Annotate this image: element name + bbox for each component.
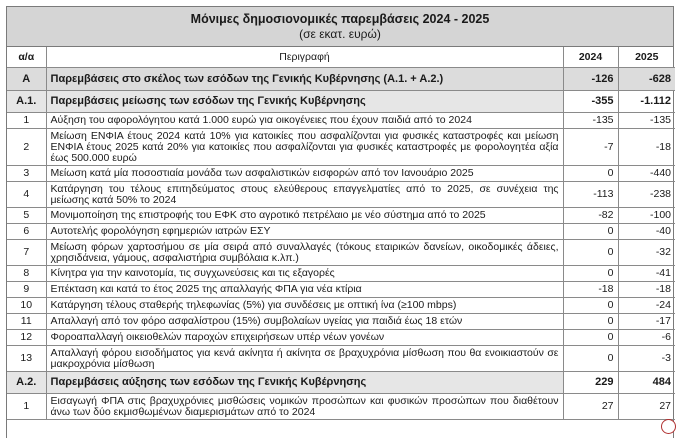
row-desc: Φοροαπαλλαγή οικειοθελών παροχών επιχειρήσεων υπέρ νέων γονέων [46,330,563,346]
row-desc: Επέκταση και κατά το έτος 2025 της απαλλαγής ΦΠΑ για νέα κτίρια [46,282,563,298]
row-num: 1 [7,394,46,420]
row-num: 11 [7,314,46,330]
row-desc: Κίνητρα για την καινοτομία, τις συγχωνεύσεις και τις εξαγορές [46,266,563,282]
row-num: 6 [7,224,46,240]
measures-table [7,47,675,420]
row-desc: Μείωση ΕΝΦΙΑ έτους 2024 κατά 10% για κατοικίες που ασφαλίζονται για φυσικές καταστροφές και μείωση ΕΝΦΙΑ έτους 2025 κατά 20% για κατοικίες που ασφαλίζονται για φυσικές καταστροφές με φορολογητέα αξία έως 500.000 ευρώ [46,129,563,166]
row-desc: Παρεμβάσεις στο σκέλος των εσόδων της Γενικής Κυβέρνησης (Α.1. + Α.2.) [46,68,563,91]
header-row [7,47,675,68]
row-num: 3 [7,166,46,182]
row-desc: Μείωση φόρων χαρτοσήμου σε μία σειρά από συναλλαγές (τόκους εταιρικών δανείων, οικοδομικές άδειες, χρησιδάνεια, γάμους, ασφαλιστήρια συμβόλαια κ.λπ.) [46,240,563,266]
table-row-section-a2 [7,372,675,394]
header-num: α/α [7,47,46,68]
header-2024: 2024 [563,47,618,68]
row-desc: Μείωση κατά μία ποσοστιαία μονάδα των ασφαλιστικών εισφορών από τον Ιανουάριο 2025 [46,166,563,182]
row-value-2024: 0 [563,330,618,346]
row-num: 12 [7,330,46,346]
row-value-2024: 0 [563,314,618,330]
table-subtitle: (σε εκατ. ευρώ) [299,27,381,41]
row-value-2024: 0 [563,266,618,282]
table-row [7,208,675,224]
row-desc: Κατάργηση του τέλους επιτηδεύματος στους ελεύθερους επαγγελματίες από το 2025, σε συνέχεια της μείωσης κατά 50% το 2024 [46,182,563,208]
row-num: 4 [7,182,46,208]
row-value-2025: -18 [618,129,675,166]
header-desc: Περιγραφή [46,47,563,68]
row-num: Α.2. [7,372,46,394]
row-value-2024: 27 [563,394,618,420]
row-num: 2 [7,129,46,166]
row-desc: Εισαγωγή ΦΠΑ στις βραχυχρόνιες μισθώσεις νομικών προσώπων και φυσικών προσώπων που διαθέτουν άνω των δύο εκμισθωμένων διαμερισμάτων από το 2024 [46,394,563,420]
row-desc: Αύξηση του αφορολόγητου κατά 1.000 ευρώ για οικογένειες που έχουν παιδιά από το 2024 [46,113,563,129]
row-desc: Κατάργηση τέλους σταθερής τηλεφωνίας (5%) για συνδέσεις με οπτική ίνα (≥100 mbps) [46,298,563,314]
row-value-2025: -238 [618,182,675,208]
table-row [7,394,675,420]
table-title: Μόνιμες δημοσιονομικές παρεμβάσεις 2024 - 2025 [190,12,490,26]
row-num: 8 [7,266,46,282]
row-num: 5 [7,208,46,224]
row-desc: Παρεμβάσεις μείωσης των εσόδων της Γενικής Κυβέρνησης [46,91,563,113]
row-value-2025: 484 [618,372,675,394]
row-desc: Απαλλαγή από τον φόρο ασφαλίστρου (15%) συμβολαίων υγείας για παιδιά έως 18 ετών [46,314,563,330]
table-row [7,298,675,314]
table-row-section-a [7,68,675,91]
row-num: 7 [7,240,46,266]
row-value-2025: -40 [618,224,675,240]
table-row [7,224,675,240]
row-value-2024: -7 [563,129,618,166]
row-value-2025: -135 [618,113,675,129]
row-desc: Παρεμβάσεις αύξησης των εσόδων της Γενικής Κυβέρνησης [46,372,563,394]
table-frame [6,6,674,438]
table-row [7,240,675,266]
row-value-2024: 0 [563,298,618,314]
table-row [7,129,675,166]
row-value-2024: 0 [563,166,618,182]
row-num: 1 [7,113,46,129]
row-value-2025: -100 [618,208,675,224]
row-value-2024: 0 [563,224,618,240]
row-desc: Απαλλαγή φόρου εισοδήματος για κενά ακίνητα ή ακίνητα σε βραχυχρόνια μίσθωση που θα ενοικιαστούν σε μακροχρόνια μίσθωση [46,346,563,372]
row-value-2024: -126 [563,68,618,91]
table-row [7,282,675,298]
row-value-2025: -24 [618,298,675,314]
row-value-2025: -628 [618,68,675,91]
row-value-2024: -82 [563,208,618,224]
row-value-2024: -355 [563,91,618,113]
table-row [7,166,675,182]
row-value-2024: 0 [563,346,618,372]
row-num: 10 [7,298,46,314]
header-2025: 2025 [618,47,675,68]
table-row [7,266,675,282]
row-value-2025: 27 [618,394,675,420]
row-num: Α [7,68,46,91]
row-value-2024: -135 [563,113,618,129]
page-corner-icon [661,419,676,434]
row-value-2025: -41 [618,266,675,282]
row-value-2024: -18 [563,282,618,298]
row-value-2025: -18 [618,282,675,298]
table-row [7,113,675,129]
table-row [7,314,675,330]
row-value-2025: -32 [618,240,675,266]
row-desc: Αυτοτελής φορολόγηση εφημεριών ιατρών ΕΣΥ [46,224,563,240]
row-value-2025: -17 [618,314,675,330]
table-row [7,182,675,208]
table-row [7,346,675,372]
table-row-section-a1 [7,91,675,113]
row-value-2024: 229 [563,372,618,394]
row-num: Α.1. [7,91,46,113]
table-title-block [7,7,673,47]
row-value-2024: -113 [563,182,618,208]
row-value-2025: -6 [618,330,675,346]
row-value-2025: -3 [618,346,675,372]
row-value-2025: -1.112 [618,91,675,113]
row-value-2025: -440 [618,166,675,182]
row-num: 9 [7,282,46,298]
row-num: 13 [7,346,46,372]
row-desc: Μονιμοποίηση της επιστροφής του ΕΦΚ στο αγροτικό πετρέλαιο με νέο σύστημα από το 2025 [46,208,563,224]
table-row [7,330,675,346]
row-value-2024: 0 [563,240,618,266]
